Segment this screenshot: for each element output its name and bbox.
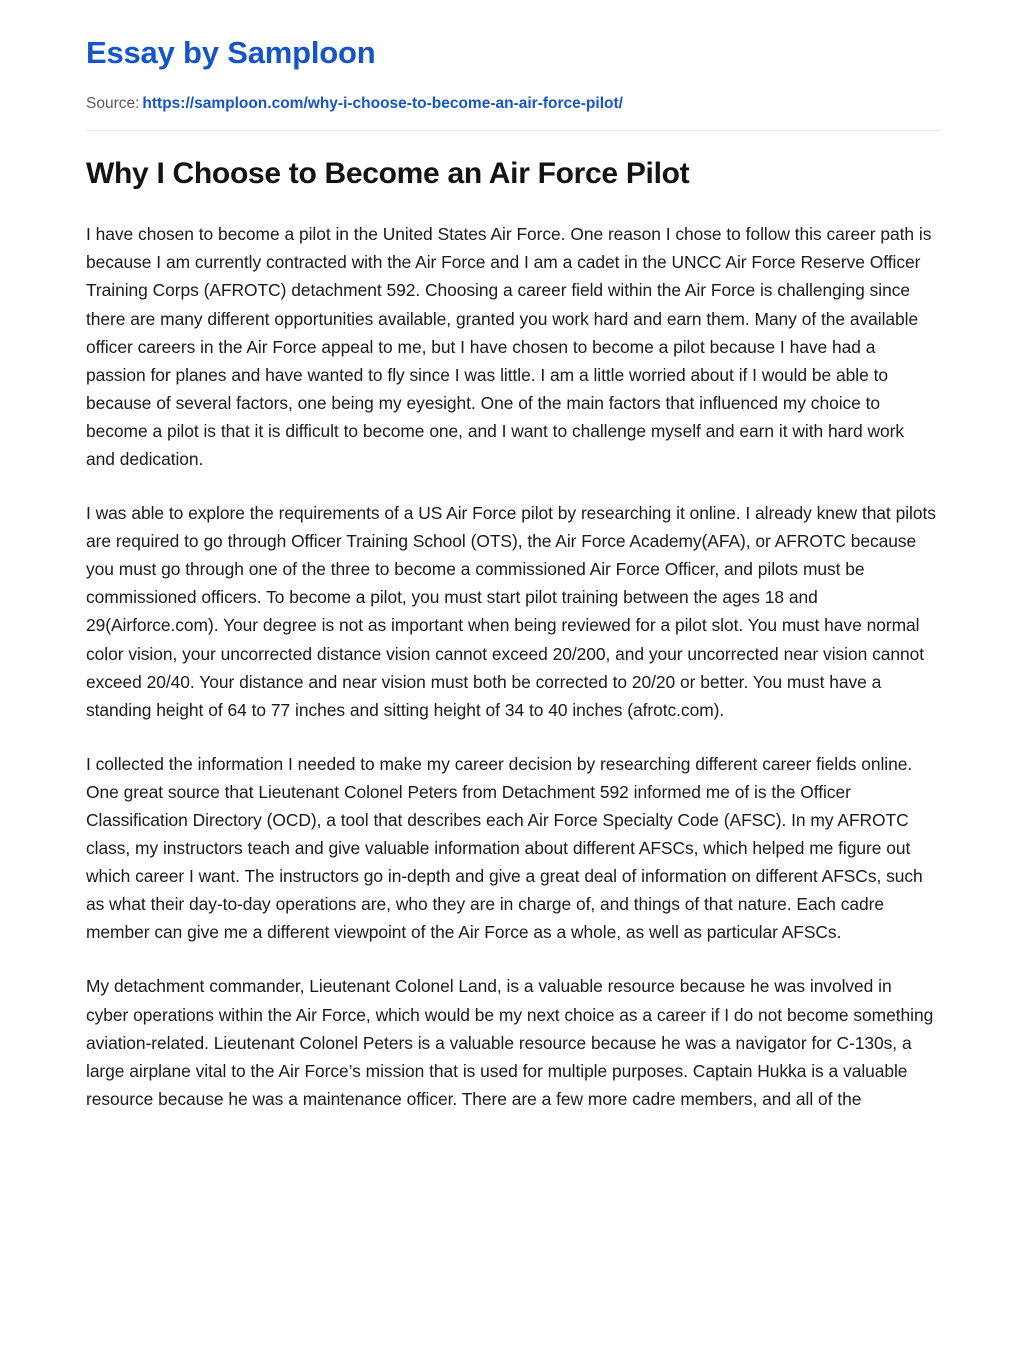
essay-paragraph: My detachment commander, Lieutenant Colonel Land, is a valuable resource because he was involved in cyber operations within the Air Force, which would be my next choice as a career if I do not become something aviation-related. Lieutenant Colonel Peters is a valuable resource because he was a navigator for C-130s, a large airplane vital to the Air Force’s mission that is used for multiple purposes. Captain Hukka is a valuable resource because he was a maintenance officer. There are a few more cadre members, and all of the xyxy=(86,976,934,1109)
essay-title: Why I Choose to Become an Air Force Pilot xyxy=(86,157,690,191)
source-label: Source: xyxy=(86,95,140,113)
essay-paragraph: I was able to explore the requirements of a US Air Force pilot by researching it online. I already knew that pilots are required to go through Officer Training School (OTS), the Air Force Academy(AFA), or AFROTC because you must go through one of the three to become a commissioned Air Force Officer, and pilots must be commissioned officers. To become a pilot, you must start pilot training between the ages 18 and 29(Airforce.com). Your degree is not as important when being reviewed for a pilot slot. You must have normal color vision, your uncorrected distance vision cannot exceed 20/200, and your uncorrected near vision cannot exceed 20/40. Your distance and near vision must both be corrected to 20/20 or better. You must have a standing height of 64 to 77 inches and sitting height of 34 to 40 inches (afrotc.com). xyxy=(86,503,936,720)
essay-body xyxy=(86,192,936,1113)
essay-paragraph: I collected the information I needed to make my career decision by researching different career fields online. One great source that Lieutenant Colonel Peters from Detachment 592 informed me of is the Officer Classification Directory (OCD), a tool that describes each Air Force Specialty Code (AFSC). In my AFROTC class, my instructors teach and give valuable information about different AFSCs, which helped me figure out which career I want. The instructors go in-depth and give a great deal of information on different AFSCs, such as what their day-to-day operations are, who they are in charge of, and things of that nature. Each cadre member can give me a different viewpoint of the Air Force as a whole, as well as particular AFSCs. xyxy=(86,753,923,943)
source-line xyxy=(86,94,936,114)
site-header xyxy=(86,0,936,131)
essay-paragraph: I have chosen to become a pilot in the United States Air Force. One reason I chose to follow this career path is because I am currently contracted with the Air Force and I am a cadet in the UNCC Air Force Reserve Officer Training Corps (AFROTC) detachment 592. Choosing a career field within the Air Force is challenging since there are many different opportunities available, granted you work hard and earn them. Many of the available officer careers in the Air Force appeal to me, but I have chosen to become a pilot because I have had a passion for planes and have wanted to fly since I was little. I am a little worried about if I would be able to because of several factors, one being my eyesight. One of the main factors that influenced my choice to become a pilot is that it is difficult to become one, and I want to challenge myself and earn it with hard work and dedication. xyxy=(86,224,932,469)
page-content xyxy=(86,0,936,1113)
source-url-link[interactable]: https://samploon.com/why-i-choose-to-become-an-air-force-pilot/ xyxy=(142,95,623,113)
brand-title: Essay by Samploon xyxy=(86,35,376,70)
